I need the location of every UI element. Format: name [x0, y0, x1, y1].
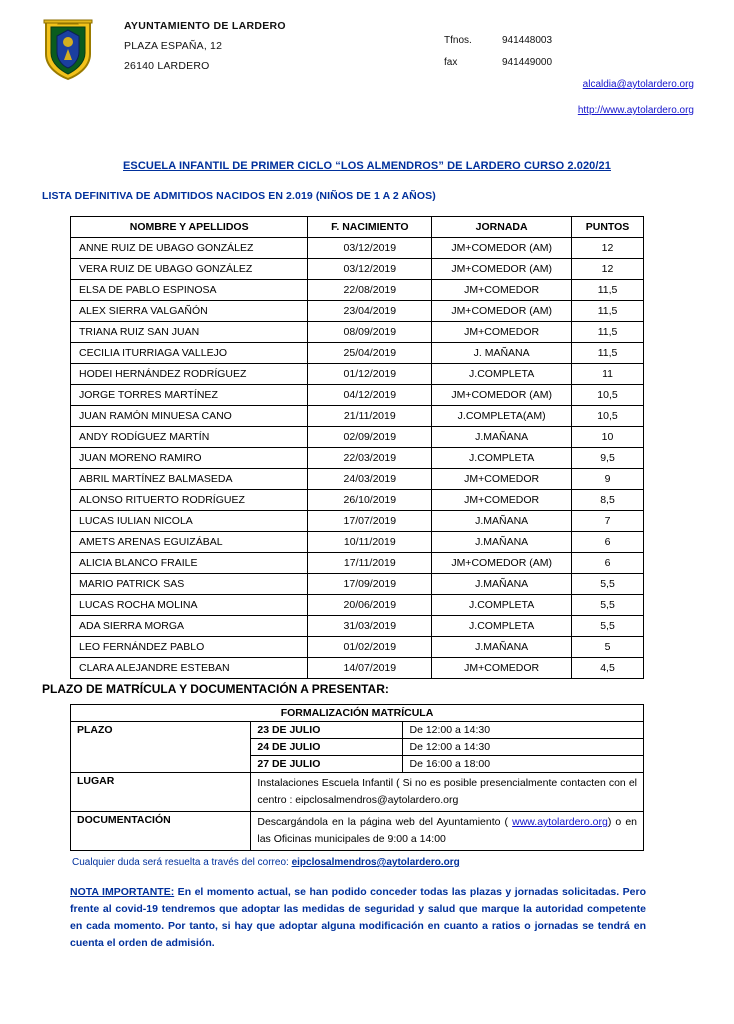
cell-birthdate: 22/08/2019 — [308, 280, 432, 301]
cell-name: JUAN RAMÓN MINUESA CANO — [71, 406, 308, 427]
cell-birthdate: 17/07/2019 — [308, 511, 432, 532]
cell-jornada: J.COMPLETA — [432, 448, 572, 469]
cell-name: ANNE RUIZ DE UBAGO GONZÁLEZ — [71, 238, 308, 259]
cell-jornada: JM+COMEDOR (AM) — [432, 259, 572, 280]
cell-puntos: 10,5 — [572, 406, 644, 427]
table-row — [71, 490, 644, 511]
table-row — [71, 322, 644, 343]
cell-jornada: J.COMPLETA — [432, 364, 572, 385]
cell-jornada: J.MAÑANA — [432, 427, 572, 448]
ayuntamiento-web-link[interactable]: www.aytolardero.org — [512, 816, 608, 828]
cell-birthdate: 02/09/2019 — [308, 427, 432, 448]
cell-birthdate: 01/12/2019 — [308, 364, 432, 385]
cell-puntos: 6 — [572, 553, 644, 574]
contact-block — [444, 30, 694, 122]
enrollment-title: FORMALIZACIÓN MATRÍCULA — [71, 705, 644, 722]
documentacion-text — [251, 812, 644, 851]
cell-puntos: 11 — [572, 364, 644, 385]
cell-puntos: 11,5 — [572, 301, 644, 322]
cell-birthdate: 25/04/2019 — [308, 343, 432, 364]
table-row — [71, 301, 644, 322]
cell-birthdate: 04/12/2019 — [308, 385, 432, 406]
email-link[interactable]: alcaldia@aytolardero.org — [582, 79, 694, 90]
cell-birthdate: 08/09/2019 — [308, 322, 432, 343]
lugar-text: Instalaciones Escuela Infantil ( Si no es posible presencialmente contacten con el centro : eipclosalmendros@aytolardero.org — [251, 773, 644, 812]
table-row — [71, 343, 644, 364]
cell-name: ALEX SIERRA VALGAÑÓN — [71, 301, 308, 322]
cell-puntos: 4,5 — [572, 658, 644, 679]
table-row — [71, 448, 644, 469]
cell-jornada: JM+COMEDOR — [432, 280, 572, 301]
plazo-day-2: 24 DE JULIO — [251, 739, 403, 756]
admitted-table — [70, 216, 644, 679]
cell-birthdate: 22/03/2019 — [308, 448, 432, 469]
cell-puntos: 11,5 — [572, 280, 644, 301]
table-row — [71, 364, 644, 385]
cell-birthdate: 26/10/2019 — [308, 490, 432, 511]
cell-name: ALICIA BLANCO FRAILE — [71, 553, 308, 574]
cell-puntos: 12 — [572, 259, 644, 280]
page-title: ESCUELA INFANTIL DE PRIMER CICLO “LOS ALMENDROS” DE LARDERO CURSO 2.020/21 — [123, 160, 611, 172]
table-row — [71, 658, 644, 679]
cell-jornada: JM+COMEDOR — [432, 322, 572, 343]
cell-jornada: JM+COMEDOR — [432, 490, 572, 511]
enrollment-heading: PLAZO DE MATRÍCULA Y DOCUMENTACIÓN A PRESENTAR: — [42, 682, 389, 696]
fax-label: fax — [444, 57, 458, 68]
cell-puntos: 11,5 — [572, 343, 644, 364]
cell-name: CECILIA ITURRIAGA VALLEJO — [71, 343, 308, 364]
cell-jornada: JM+COMEDOR — [432, 658, 572, 679]
cell-birthdate: 01/02/2019 — [308, 637, 432, 658]
cell-puntos: 5,5 — [572, 574, 644, 595]
cell-name: ELSA DE PABLO ESPINOSA — [71, 280, 308, 301]
cell-puntos: 9,5 — [572, 448, 644, 469]
cell-puntos: 8,5 — [572, 490, 644, 511]
table-row — [71, 238, 644, 259]
cell-jornada: JM+COMEDOR (AM) — [432, 301, 572, 322]
fax-value: 941449000 — [502, 57, 553, 68]
website-link[interactable]: http://www.aytolardero.org — [577, 105, 694, 116]
plazo-day-1: 23 DE JULIO — [251, 722, 403, 739]
plazo-label: PLAZO — [71, 722, 251, 773]
cell-name: MARIO PATRICK SAS — [71, 574, 308, 595]
cell-name: LUCAS IULIAN NICOLA — [71, 511, 308, 532]
cell-name: ALONSO RITUERTO RODRÍGUEZ — [71, 490, 308, 511]
cell-puntos: 11,5 — [572, 322, 644, 343]
school-email-link[interactable]: eipclosalmendros@aytolardero.org — [291, 857, 460, 868]
cell-birthdate: 03/12/2019 — [308, 238, 432, 259]
col-name: NOMBRE Y APELLIDOS — [71, 217, 308, 238]
cell-puntos: 7 — [572, 511, 644, 532]
col-puntos: PUNTOS — [572, 217, 644, 238]
org-address-line1: PLAZA ESPAÑA, 12 — [124, 40, 223, 52]
table-row — [71, 574, 644, 595]
plazo-hours-2: De 12:00 a 14:30 — [403, 739, 644, 756]
cell-name: AMETS ARENAS EGUIZÁBAL — [71, 532, 308, 553]
cell-birthdate: 20/06/2019 — [308, 595, 432, 616]
phone-row — [444, 30, 694, 52]
cell-puntos: 6 — [572, 532, 644, 553]
documentacion-post: ) o en las Oficinas municipales de 9:00 a 14:00 — [257, 816, 637, 845]
table-row — [71, 637, 644, 658]
cell-name: ABRIL MARTÍNEZ BALMASEDA — [71, 469, 308, 490]
fax-row — [444, 52, 694, 74]
cell-jornada: J.MAÑANA — [432, 511, 572, 532]
table-row — [71, 511, 644, 532]
cell-puntos: 5 — [572, 637, 644, 658]
enrollment-documentacion-row — [71, 812, 644, 851]
question-note — [72, 857, 694, 868]
org-name: AYUNTAMIENTO DE LARDERO — [124, 20, 286, 32]
cell-jornada: J.MAÑANA — [432, 637, 572, 658]
cell-puntos: 10,5 — [572, 385, 644, 406]
table-row — [71, 406, 644, 427]
cell-name: JUAN MORENO RAMIRO — [71, 448, 308, 469]
table-row — [71, 595, 644, 616]
cell-name: CLARA ALEJANDRE ESTEBAN — [71, 658, 308, 679]
lugar-label: LUGAR — [71, 773, 251, 812]
important-note-label: NOTA IMPORTANTE: — [70, 886, 175, 898]
cell-jornada: JM+COMEDOR (AM) — [432, 553, 572, 574]
cell-puntos: 10 — [572, 427, 644, 448]
col-jornada: JORNADA — [432, 217, 572, 238]
table-row — [71, 280, 644, 301]
cell-name: VERA RUIZ DE UBAGO GONZÁLEZ — [71, 259, 308, 280]
enrollment-lugar-row — [71, 773, 644, 812]
cell-puntos: 12 — [572, 238, 644, 259]
organization-block — [124, 16, 286, 76]
cell-birthdate: 17/09/2019 — [308, 574, 432, 595]
cell-puntos: 5,5 — [572, 595, 644, 616]
plazo-hours-3: De 16:00 a 18:00 — [403, 756, 644, 773]
plazo-day-3: 27 DE JULIO — [251, 756, 403, 773]
cell-birthdate: 17/11/2019 — [308, 553, 432, 574]
cell-name: LUCAS ROCHA MOLINA — [71, 595, 308, 616]
cell-name: JORGE TORRES MARTÍNEZ — [71, 385, 308, 406]
important-note — [70, 884, 646, 952]
cell-name: ADA SIERRA MORGA — [71, 616, 308, 637]
page-subtitle: LISTA DEFINITIVA DE ADMITIDOS NACIDOS EN 2.019 (NIÑOS DE 1 A 2 AÑOS) — [42, 190, 436, 202]
document-header — [40, 14, 694, 134]
cell-jornada: J.COMPLETA — [432, 616, 572, 637]
table-row — [71, 616, 644, 637]
cell-jornada: JM+COMEDOR (AM) — [432, 238, 572, 259]
cell-jornada: J.COMPLETA(AM) — [432, 406, 572, 427]
col-birthdate: F. NACIMIENTO — [308, 217, 432, 238]
cell-name: TRIANA RUIZ SAN JUAN — [71, 322, 308, 343]
cell-jornada: JM+COMEDOR (AM) — [432, 385, 572, 406]
cell-birthdate: 23/04/2019 — [308, 301, 432, 322]
cell-name: ANDY RODÍGUEZ MARTÍN — [71, 427, 308, 448]
cell-birthdate: 10/11/2019 — [308, 532, 432, 553]
table-row — [71, 259, 644, 280]
enrollment-table — [70, 704, 644, 851]
table-row — [71, 385, 644, 406]
cell-jornada: JM+COMEDOR — [432, 469, 572, 490]
cell-puntos: 5,5 — [572, 616, 644, 637]
phone-value: 941448003 — [502, 35, 553, 46]
table-header-row — [71, 217, 644, 238]
cell-jornada: J. MAÑANA — [432, 343, 572, 364]
cell-birthdate: 21/11/2019 — [308, 406, 432, 427]
coat-of-arms-icon — [42, 16, 94, 82]
cell-jornada: J.COMPLETA — [432, 595, 572, 616]
important-note-text: En el momento actual, se han podido conceder todas las plazas y jornadas solicitadas. Pero frente al covid-19 tendremos que adoptar las medidas de seguridad y salud que marque la autoridad competente en cada momento. Por tanto, si hay que adoptar alguna modificación en cuanto a ratios o jornadas se tendrá en cuenta el orden de admisión. — [70, 886, 646, 949]
cell-jornada: J.MAÑANA — [432, 532, 572, 553]
cell-birthdate: 03/12/2019 — [308, 259, 432, 280]
table-row — [71, 469, 644, 490]
cell-jornada: J.MAÑANA — [432, 574, 572, 595]
plazo-hours-1: De 12:00 a 14:30 — [403, 722, 644, 739]
table-row — [71, 532, 644, 553]
enrollment-title-row — [71, 705, 644, 722]
cell-name: LEO FERNÁNDEZ PABLO — [71, 637, 308, 658]
table-row — [71, 553, 644, 574]
documentacion-label: DOCUMENTACIÓN — [71, 812, 251, 851]
cell-name: HODEI HERNÁNDEZ RODRÍGUEZ — [71, 364, 308, 385]
documentacion-pre: Descargándola en la página web del Ayuntamiento ( — [257, 816, 513, 828]
table-row — [71, 427, 644, 448]
cell-birthdate: 24/03/2019 — [308, 469, 432, 490]
enrollment-plazo-row-1 — [71, 722, 644, 739]
cell-puntos: 9 — [572, 469, 644, 490]
cell-birthdate: 14/07/2019 — [308, 658, 432, 679]
cell-birthdate: 31/03/2019 — [308, 616, 432, 637]
org-address-line2: 26140 LARDERO — [124, 60, 210, 72]
question-note-text: Cualquier duda será resuelta a través del correo: — [72, 857, 292, 868]
phone-label: Tfnos. — [444, 35, 472, 46]
